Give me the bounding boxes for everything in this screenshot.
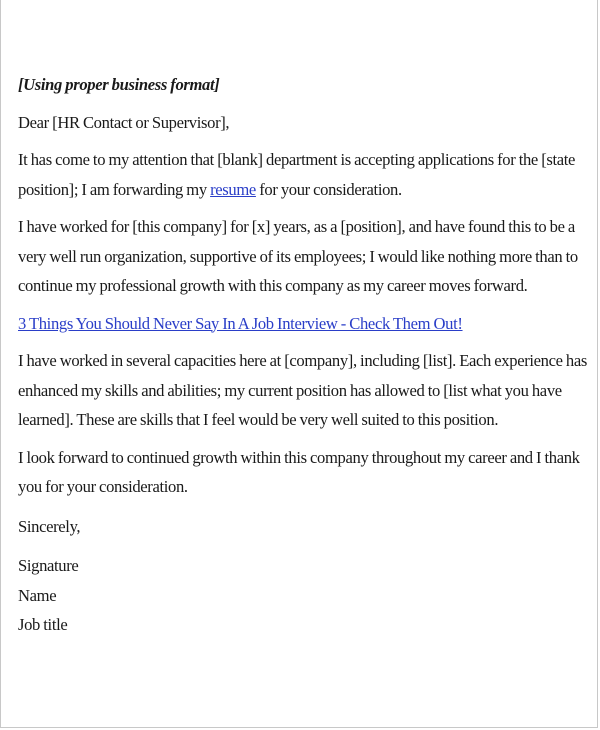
paragraph-closing-thanks: I look forward to continued growth within this company throughout my career and I thank you for your consideration. <box>18 447 580 496</box>
format-note: [Using proper business format] <box>18 75 220 94</box>
paragraph-intro-text-before: It has come to my attention that [blank] department is accepting applications for the [state position]; I am forwarding my <box>18 150 576 199</box>
name-line: Name <box>18 585 57 605</box>
paragraph-intro-text-after: for your consideration. <box>255 179 402 199</box>
resume-link[interactable]: resume <box>210 179 256 199</box>
closing: Sincerely, <box>18 516 81 536</box>
signature-line: Signature <box>18 556 79 575</box>
letter-body <box>18 70 588 640</box>
salutation: Dear [HR Contact or Supervisor], <box>18 112 230 132</box>
paragraph-capacities: I have worked in several capacities here at [company], including [list]. Each experience has enhanced my skills and abilities; my current position has allowed to [list what you have learned]. These are skills that I feel would be very well suited to this position. <box>18 351 588 429</box>
paragraph-intro <box>18 145 588 204</box>
article-link[interactable]: 3 Things You Should Never Say In A Job Interview - Check Them Out! <box>18 313 463 333</box>
job-title-line: Job title <box>18 615 68 634</box>
paragraph-experience: I have worked for [this company] for [x] years, as a [position], and have found this to be a very well run organization, supportive of its employees; I would like nothing more than to continue my professional growth with this company as my career moves forward. <box>18 217 578 295</box>
article-link-line <box>18 309 588 339</box>
